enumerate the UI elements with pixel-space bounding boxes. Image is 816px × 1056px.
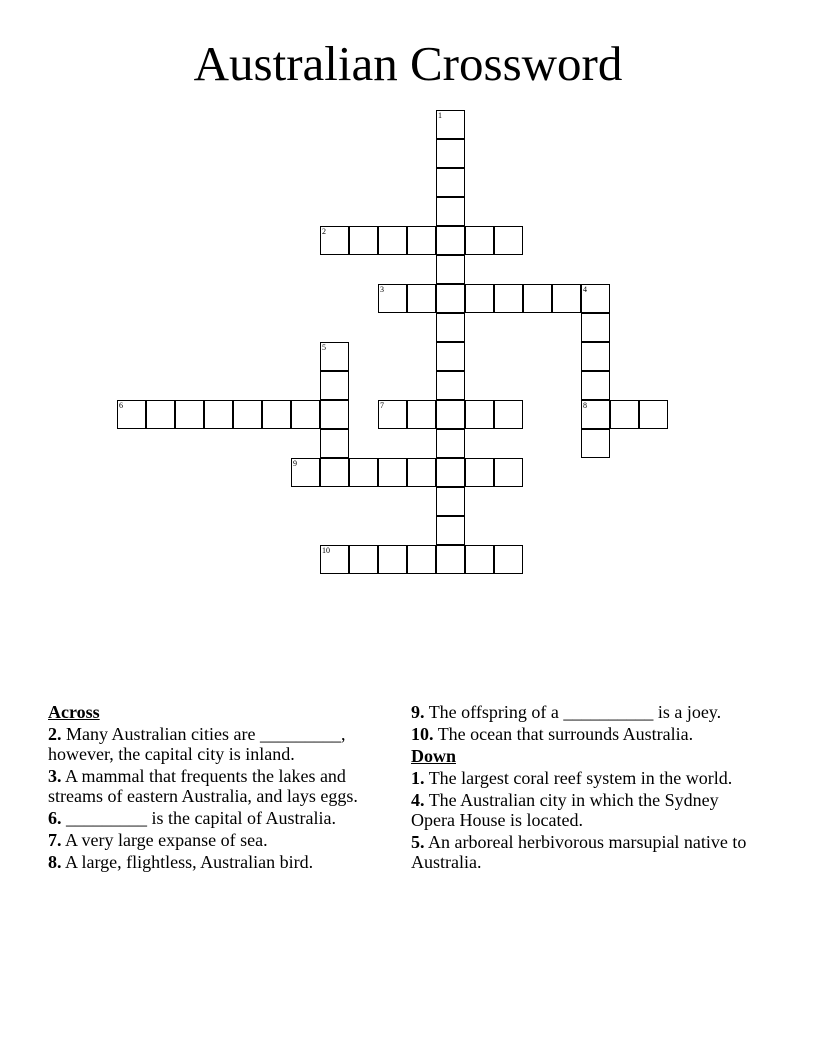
crossword-cell[interactable] (494, 400, 523, 429)
page-title: Australian Crossword (193, 36, 623, 91)
crossword-cell[interactable] (436, 545, 465, 574)
crossword-cell[interactable] (436, 226, 465, 255)
crossword-cell[interactable] (320, 226, 349, 255)
crossword-cell[interactable] (494, 226, 523, 255)
crossword-cell[interactable] (436, 139, 465, 168)
crossword-cell[interactable] (436, 110, 465, 139)
crossword-cell[interactable] (262, 400, 291, 429)
across-heading: Across (48, 702, 100, 722)
crossword-cell[interactable] (436, 487, 465, 516)
crossword-cell[interactable] (436, 458, 465, 487)
crossword-cell[interactable] (349, 458, 378, 487)
crossword-cell[interactable] (494, 284, 523, 313)
crossword-cell[interactable] (436, 429, 465, 458)
crossword-cell[interactable] (407, 458, 436, 487)
crossword-cell[interactable] (581, 400, 610, 429)
clue-number: 9. (411, 702, 425, 722)
clues-left-column (48, 702, 393, 874)
clue-number-label: 8 (583, 401, 587, 410)
crossword-cell[interactable] (291, 458, 320, 487)
crossword-cell[interactable] (581, 371, 610, 400)
clue-number-label: 1 (438, 111, 442, 120)
clue-across-7 (48, 830, 393, 850)
down-heading: Down (411, 746, 457, 766)
crossword-cell[interactable] (465, 545, 494, 574)
crossword-cell[interactable] (378, 400, 407, 429)
crossword-cell[interactable] (610, 400, 639, 429)
crossword-cell[interactable] (436, 516, 465, 545)
clue-text: The largest coral reef system in the world. (428, 768, 733, 788)
clue-down-5 (411, 832, 761, 872)
clue-number-label: 3 (380, 285, 384, 294)
crossword-cell[interactable] (436, 255, 465, 284)
crossword-cell[interactable] (378, 545, 407, 574)
crossword-cell[interactable] (436, 400, 465, 429)
clue-number: 2. (48, 724, 62, 744)
crossword-cell[interactable] (436, 168, 465, 197)
crossword-cell[interactable] (291, 400, 320, 429)
crossword-cell[interactable] (233, 400, 262, 429)
crossword-cell[interactable] (378, 284, 407, 313)
clue-text: _________ is the capital of Australia. (66, 808, 336, 828)
clue-across-8 (48, 852, 393, 872)
clue-text: Many Australian cities are _________, however, the capital city is inland. (48, 724, 346, 764)
crossword-cell[interactable] (320, 545, 349, 574)
crossword-cell[interactable] (465, 226, 494, 255)
clue-number: 6. (48, 808, 62, 828)
clue-number-label: 7 (380, 401, 384, 410)
crossword-cell[interactable] (320, 342, 349, 371)
clue-number-label: 5 (322, 343, 326, 352)
crossword-cell[interactable] (436, 197, 465, 226)
clue-number-label: 4 (583, 285, 587, 294)
crossword-cell[interactable] (407, 400, 436, 429)
crossword-cell[interactable] (349, 545, 378, 574)
clue-across-9 (411, 702, 761, 722)
crossword-cell[interactable] (552, 284, 581, 313)
clue-number-label: 9 (293, 459, 297, 468)
crossword-cell[interactable] (175, 400, 204, 429)
clue-number: 10. (411, 724, 434, 744)
crossword-cell[interactable] (349, 226, 378, 255)
crossword-cell[interactable] (465, 284, 494, 313)
crossword-cell[interactable] (494, 545, 523, 574)
crossword-cell[interactable] (378, 458, 407, 487)
crossword-cell[interactable] (436, 342, 465, 371)
clue-down-4 (411, 790, 761, 830)
clue-number: 1. (411, 768, 425, 788)
crossword-cell[interactable] (581, 313, 610, 342)
clue-number: 3. (48, 766, 62, 786)
clue-text: The Australian city in which the Sydney Opera House is located. (411, 790, 719, 830)
clues-right-column (411, 702, 761, 874)
clue-number: 4. (411, 790, 425, 810)
clue-across-2 (48, 724, 393, 764)
clue-number: 8. (48, 852, 62, 872)
clue-number-label: 6 (119, 401, 123, 410)
crossword-cell[interactable] (465, 458, 494, 487)
clue-number: 7. (48, 830, 62, 850)
clue-across-10 (411, 724, 761, 744)
crossword-cell[interactable] (320, 429, 349, 458)
crossword-cell[interactable] (436, 284, 465, 313)
crossword-cell[interactable] (407, 226, 436, 255)
crossword-cell[interactable] (494, 458, 523, 487)
clue-across-3 (48, 766, 393, 806)
clue-text: The ocean that surrounds Australia. (437, 724, 694, 744)
crossword-cell[interactable] (320, 400, 349, 429)
crossword-cell[interactable] (378, 226, 407, 255)
clue-text: A very large expanse of sea. (65, 830, 268, 850)
clue-number-label: 2 (322, 227, 326, 236)
crossword-cell[interactable] (523, 284, 552, 313)
clue-text: An arboreal herbivorous marsupial native to Australia. (411, 832, 747, 872)
clue-text: The offspring of a __________ is a joey. (428, 702, 722, 722)
crossword-cell[interactable] (436, 371, 465, 400)
clue-text: A large, flightless, Australian bird. (65, 852, 314, 872)
crossword-cell[interactable] (117, 400, 146, 429)
clue-across-6 (48, 808, 393, 828)
crossword-cell[interactable] (146, 400, 175, 429)
crossword-cell[interactable] (465, 400, 494, 429)
clue-text: A mammal that frequents the lakes and streams of eastern Australia, and lays eggs. (48, 766, 358, 806)
crossword-cell[interactable] (581, 284, 610, 313)
clue-number-label: 10 (322, 546, 330, 555)
crossword-cell[interactable] (407, 545, 436, 574)
crossword-cell[interactable] (407, 284, 436, 313)
crossword-cell[interactable] (204, 400, 233, 429)
crossword-cell[interactable] (320, 458, 349, 487)
clue-number: 5. (411, 832, 425, 852)
crossword-cell[interactable] (639, 400, 668, 429)
crossword-cell[interactable] (436, 313, 465, 342)
crossword-cell[interactable] (581, 429, 610, 458)
clue-down-1 (411, 768, 761, 788)
crossword-cell[interactable] (581, 342, 610, 371)
crossword-cell[interactable] (320, 371, 349, 400)
